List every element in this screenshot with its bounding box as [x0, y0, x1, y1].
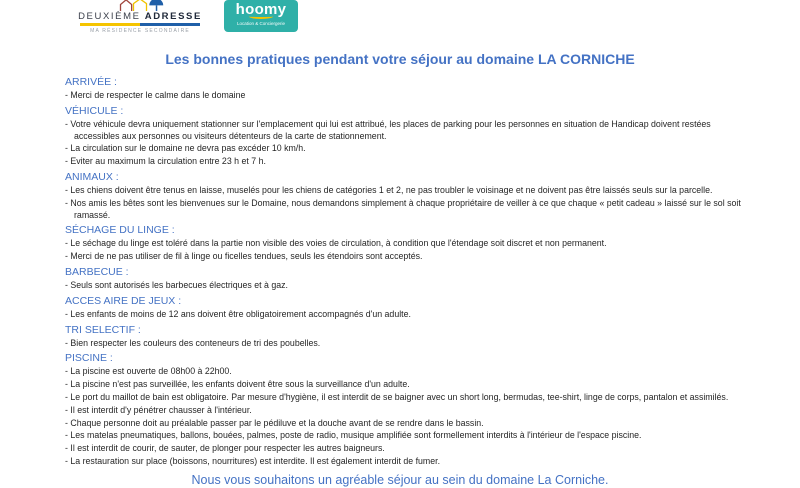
rule-item: - Les enfants de moins de 12 ans doivent être obligatoirement accompagnés d'un adulte. — [65, 308, 411, 319]
deuxieme-adresse-logo — [70, 0, 210, 34]
section-heading: SÉCHAGE DU LINGE : — [65, 224, 175, 237]
section-heading: ANIMAUX : — [65, 170, 119, 183]
rule-item: - Il est interdit d'y pénétrer chausser à l'intérieur. — [65, 404, 252, 415]
sections — [0, 76, 800, 468]
rule-item: - La restauration sur place (boissons, nourritures) est interdite. Il est également interdit de fumer. — [65, 455, 441, 466]
page-title: Les bonnes pratiques pendant votre séjour au domaine LA CORNICHE — [165, 51, 635, 67]
rule-item: - La circulation sur le domaine ne devra pas excéder 10 km/h. — [65, 143, 306, 154]
rule-item: - Nos amis les bêtes sont les bienvenues sur le Domaine, nous demandons simplement à chaque propriétaire de veiller à ce que chaque « petit cadeau » laissé sur le sol soit ramassé. — [65, 197, 741, 220]
section-heading: TRI SELECTIF : — [65, 323, 141, 336]
rule-item: - Seuls sont autorisés les barbecues électriques et à gaz. — [65, 279, 288, 290]
rule-item: - Merci de respecter le calme dans le domaine — [65, 90, 246, 100]
houses-umbrella-icon — [70, 0, 210, 11]
rule-item: - Eviter au maximum la circulation entre 23 h et 7 h. — [65, 156, 266, 167]
rule-item: - Merci de ne pas utiliser de fil à linge ou ficelles tendues, seuls les étendoirs sont acceptés. — [65, 251, 423, 262]
footer-message: Nous vous souhaitons un agréable séjour au sein du domaine La Corniche. — [191, 472, 609, 487]
rule-item: - La piscine n'est pas surveillée, les enfants doivent être sous la surveillance d'un adulte. — [65, 379, 410, 390]
logo-name-part2: ADRESSE — [144, 11, 202, 22]
logo-name-part1: DEUXIÈME — [78, 11, 141, 22]
hoomy-name: hoomy — [235, 1, 287, 18]
deuxieme-adresse-tagline: MA RÉSIDENCE SECONDAIRE — [90, 27, 190, 34]
header — [0, 0, 800, 38]
rule-item: - Les matelas pneumatiques, ballons, bouées, palmes, poste de radio, musique amplifiée sont formellement interdits à l'intérieur de l'espace piscine. — [65, 430, 642, 441]
logo-underline — [80, 23, 200, 26]
section-heading: VÉHICULE : — [65, 104, 124, 117]
section-heading: PISCINE : — [65, 352, 113, 365]
rule-item: - Il est interdit de courir, de sauter, de plonger pour respecter les autres baigneurs. — [65, 443, 385, 454]
deuxieme-adresse-name — [70, 11, 210, 22]
rule-item: - Chaque personne doit au préalable passer par le pédiluve et la douche avant de se rendre dans le bassin. — [65, 417, 484, 428]
rule-item: - Votre véhicule devra uniquement stationner sur l'emplacement qui lui est attribué, les places de parking pour les personnes en situation de Handicap doivent restées accessibles aux personnes ou visiteurs détenteurs de la carte de stationnement. — [65, 118, 711, 141]
underline-yellow-segment — [80, 23, 140, 26]
rule-item: - Le port du maillot de bain est obligatoire. Par mesure d'hygiène, il est interdit de se baigner avec un short long, bermudas, tee-shirt, linge de corps, pantalon et assimilés. — [65, 391, 729, 402]
section-heading: BARBECUE : — [65, 265, 129, 278]
rule-item: - Le séchage du linge est toléré dans la partie non visible des voies de circulation, à condition que l'étendage soit discret et non permanent. — [65, 238, 607, 249]
section-heading: ACCES AIRE DE JEUX : — [65, 294, 182, 307]
underline-blue-segment — [140, 23, 200, 26]
rule-item: - Les chiens doivent être tenus en laisse, muselés pour les chiens de catégories 1 et 2, ne pas troubler le voisinage et ne doivent pas être laissés seuls sur la parcelle. — [65, 184, 713, 195]
rule-item: - Bien respecter les couleurs des conteneurs de tri des poubelles. — [65, 337, 321, 348]
section-heading: ARRIVÉE : — [65, 76, 117, 88]
hoomy-tagline: Location & Conciergerie — [236, 21, 286, 26]
hoomy-logo — [224, 0, 298, 32]
rule-item: - La piscine est ouverte de 08h00 à 22h00. — [65, 366, 232, 377]
